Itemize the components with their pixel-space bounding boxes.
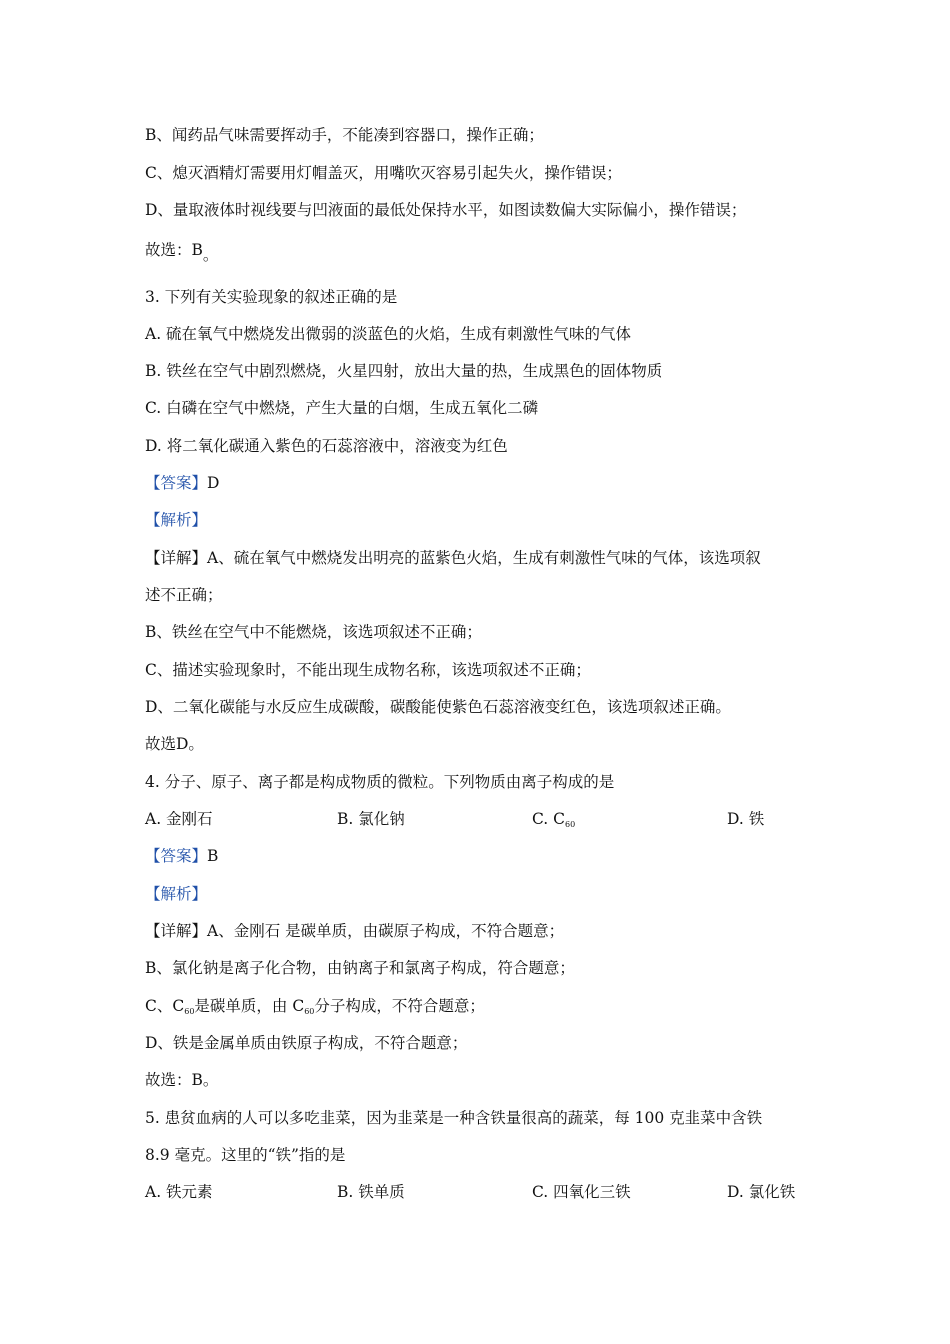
answer-value: D bbox=[207, 474, 220, 492]
q4-option-a: A. 金刚石 bbox=[145, 810, 213, 828]
q3-option-a: A. 硫在氧气中燃烧发出微弱的淡蓝色的火焰，生成有刺激性气味的气体 bbox=[145, 325, 632, 343]
q4-option-d: D. 铁 bbox=[727, 810, 765, 828]
q4-option-c bbox=[532, 809, 575, 835]
q4-detail-d: D、铁是金属单质由铁原子构成，不符合题意； bbox=[145, 1034, 468, 1052]
q4-detail-c bbox=[145, 996, 485, 1022]
q5-stem-cont: 8.9 毫克。这里的“铁”指的是 bbox=[145, 1146, 346, 1164]
conclusion-text: 故选：B bbox=[145, 241, 203, 259]
subscript: 60 bbox=[304, 1007, 315, 1016]
q3-detail-b: B、铁丝在空气中不能燃烧，该选项叙述不正确； bbox=[145, 623, 482, 641]
subscript: 60 bbox=[565, 820, 576, 829]
detail-c-part3: 分子构成，不符合题意； bbox=[314, 997, 485, 1015]
q3-detail-c: C、描述实验现象时，不能出现生成物名称，该选项叙述不正确； bbox=[145, 661, 591, 679]
q4-answer bbox=[145, 846, 218, 866]
detail-tag: 【详解】 bbox=[145, 549, 208, 567]
subscript: 60 bbox=[184, 1007, 195, 1016]
explanation-option-b: B、闻药品气味需要挥动手，不能凑到容器口，操作正确； bbox=[145, 126, 544, 144]
q3-option-d: D. 将二氧化碳通入紫色的石蕊溶液中，溶液变为红色 bbox=[145, 437, 508, 455]
option-c-prefix: C. C bbox=[532, 810, 566, 828]
q5-option-c: C. 四氧化三铁 bbox=[532, 1183, 631, 1201]
detail-text: A、硫在氧气中燃烧发出明亮的蓝紫色火焰，生成有刺激性气味的气体，该选项叙 bbox=[207, 549, 761, 567]
detail-c-part2: 是碳单质，由 C bbox=[194, 997, 305, 1015]
q3-analysis-tag: 【解析】 bbox=[145, 511, 208, 529]
conclusion-period: 。 bbox=[202, 246, 219, 264]
detail-tag: 【详解】 bbox=[145, 922, 208, 940]
explanation-option-d: D、量取液体时视线要与凹液面的最低处保持水平，如图读数偏大实际偏小，操作错误； bbox=[145, 201, 747, 219]
q5-option-b: B. 铁单质 bbox=[337, 1183, 405, 1201]
detail-text: A、金刚石 是碳单质，由碳原子构成，不符合题意； bbox=[207, 922, 565, 940]
q3-option-b: B. 铁丝在空气中剧烈燃烧，火星四射，放出大量的热，生成黑色的固体物质 bbox=[145, 362, 663, 380]
answer-value: B bbox=[207, 847, 219, 865]
q3-detail-a-cont: 述不正确； bbox=[145, 586, 223, 604]
answer-tag: 【答案】 bbox=[145, 474, 208, 492]
q5-stem: 5. 患贫血病的人可以多吃韭菜，因为韭菜是一种含铁量很高的蔬菜，每 100 克韭菜中含铁 bbox=[145, 1109, 763, 1127]
q4-analysis-tag: 【解析】 bbox=[145, 885, 208, 903]
q4-conclusion: 故选：B。 bbox=[145, 1071, 219, 1089]
answer-tag: 【答案】 bbox=[145, 847, 208, 865]
q4-detail-b: B、氯化钠是离子化合物，由钠离子和氯离子构成，符合题意； bbox=[145, 959, 575, 977]
q4-stem: 4. 分子、原子、离子都是构成物质的微粒。下列物质由离子构成的是 bbox=[145, 773, 615, 791]
q3-stem: 3. 下列有关实验现象的叙述正确的是 bbox=[145, 288, 398, 306]
q4-option-b: B. 氯化钠 bbox=[337, 810, 405, 828]
q3-option-c: C. 白磷在空气中燃烧，产生大量的白烟，生成五氧化二磷 bbox=[145, 399, 539, 417]
q3-detail-a bbox=[145, 548, 761, 568]
q3-conclusion: 故选D。 bbox=[145, 735, 204, 753]
q3-answer bbox=[145, 473, 219, 493]
q4-detail-a bbox=[145, 921, 564, 941]
q5-option-a: A. 铁元素 bbox=[145, 1183, 213, 1201]
conclusion-q2 bbox=[145, 240, 219, 264]
explanation-option-c: C、熄灭酒精灯需要用灯帽盖灭，用嘴吹灭容易引起失火，操作错误； bbox=[145, 164, 622, 182]
detail-c-part1: C、C bbox=[145, 997, 185, 1015]
q5-option-d: D. 氯化铁 bbox=[727, 1183, 796, 1201]
q3-detail-d: D、二氧化碳能与水反应生成碳酸，碳酸能使紫色石蕊溶液变红色，该选项叙述正确。 bbox=[145, 698, 731, 716]
